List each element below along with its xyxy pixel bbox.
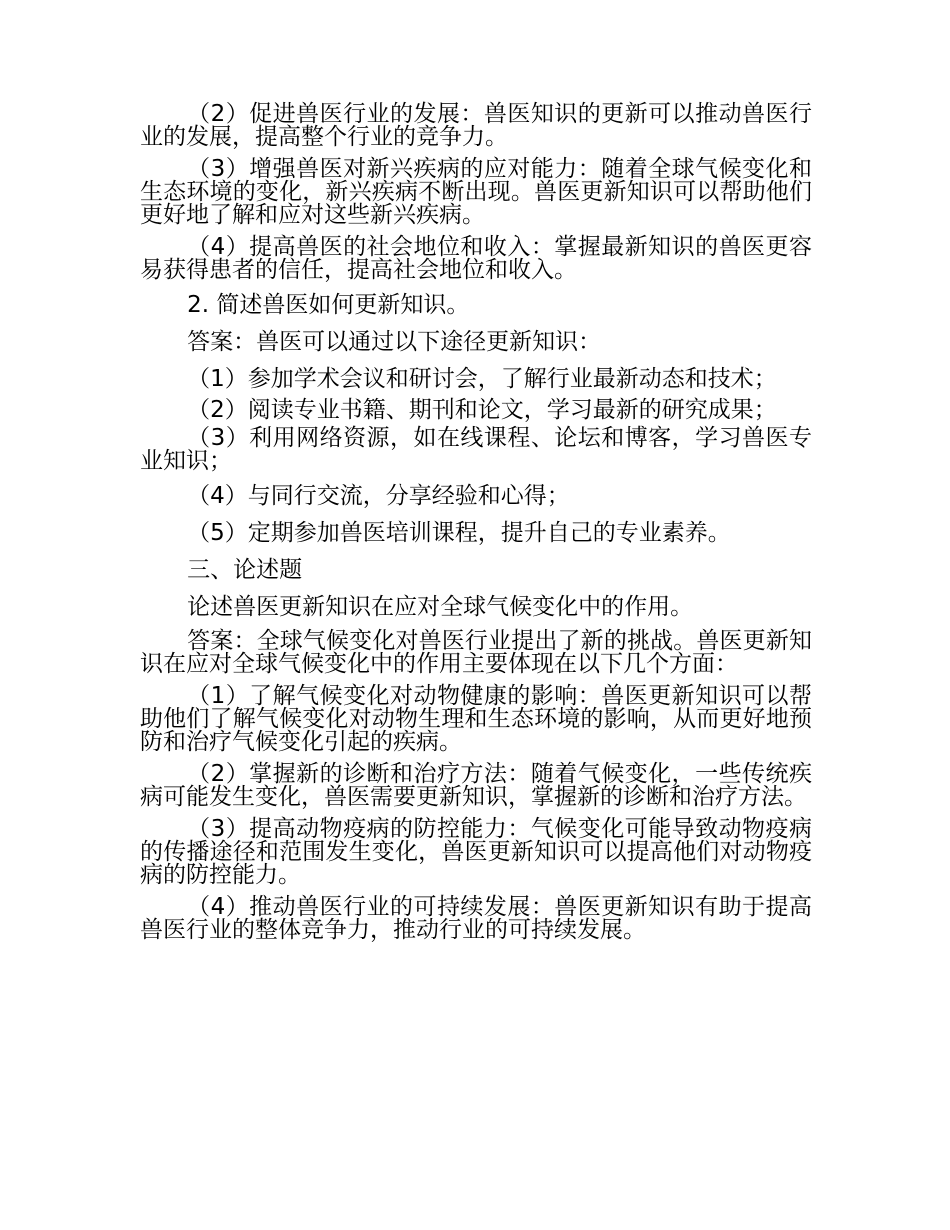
essay-answer-intro: 答案：全球气候变化对兽医行业提出了新的挑战。兽医更新知识在应对全球气候变化中的作用主要体现在以下几个方面： bbox=[140, 628, 812, 677]
answer-2-item-5: （5）定期参加兽医培训课程，提升自己的专业素养。 bbox=[187, 520, 731, 546]
answer-2-item-2: （2）阅读专业书籍、期刊和论文，学习最新的研究成果； bbox=[187, 397, 777, 423]
answer-2-intro: 答案：兽医可以通过以下途径更新知识： bbox=[187, 329, 602, 355]
paragraph-benefit-4: （4）提高兽医的社会地位和收入：掌握最新知识的兽医更容易获得患者的信任，提高社会地位和收入。 bbox=[140, 234, 812, 283]
document-body bbox=[140, 103, 812, 951]
paragraph-benefit-3: （3）增强兽医对新兴疾病的应对能力：随着全球气候变化和生态环境的变化，新兴疾病不断出现。兽医更新知识可以帮助他们更好地了解和应对这些新兴疾病。 bbox=[140, 156, 812, 228]
essay-answer-item-1: （1）了解气候变化对动物健康的影响：兽医更新知识可以帮助他们了解气候变化对动物生理和生态环境的影响，从而更好地预防和治疗气候变化引起的疾病。 bbox=[140, 683, 812, 755]
section-3-heading: 三、论述题 bbox=[187, 557, 303, 583]
answer-2-item-3: （3）利用网络资源，如在线课程、论坛和博客，学习兽医专业知识； bbox=[140, 425, 812, 474]
paragraph-benefit-2: （2）促进兽医行业的发展：兽医知识的更新可以推动兽医行业的发展，提高整个行业的竞争力。 bbox=[140, 101, 812, 150]
answer-2-item-1: （1）参加学术会议和研讨会，了解行业最新动态和技术； bbox=[187, 366, 777, 392]
question-2-heading: 2. 简述兽医如何更新知识。 bbox=[187, 292, 470, 318]
essay-answer-item-2: （2）掌握新的诊断和治疗方法：随着气候变化，一些传统疾病可能发生变化，兽医需要更新知识，掌握新的诊断和治疗方法。 bbox=[140, 761, 812, 810]
essay-answer-item-4: （4）推动兽医行业的可持续发展：兽医更新知识有助于提高兽医行业的整体竞争力，推动行业的可持续发展。 bbox=[140, 894, 812, 943]
essay-question: 论述兽医更新知识在应对全球气候变化中的作用。 bbox=[187, 594, 694, 620]
essay-answer-item-3: （3）提高动物疫病的防控能力：气候变化可能导致动物疫病的传播途径和范围发生变化，兽医更新知识可以提高他们对动物疫病的防控能力。 bbox=[140, 816, 812, 888]
answer-2-item-4: （4）与同行交流，分享经验和心得； bbox=[187, 483, 570, 509]
